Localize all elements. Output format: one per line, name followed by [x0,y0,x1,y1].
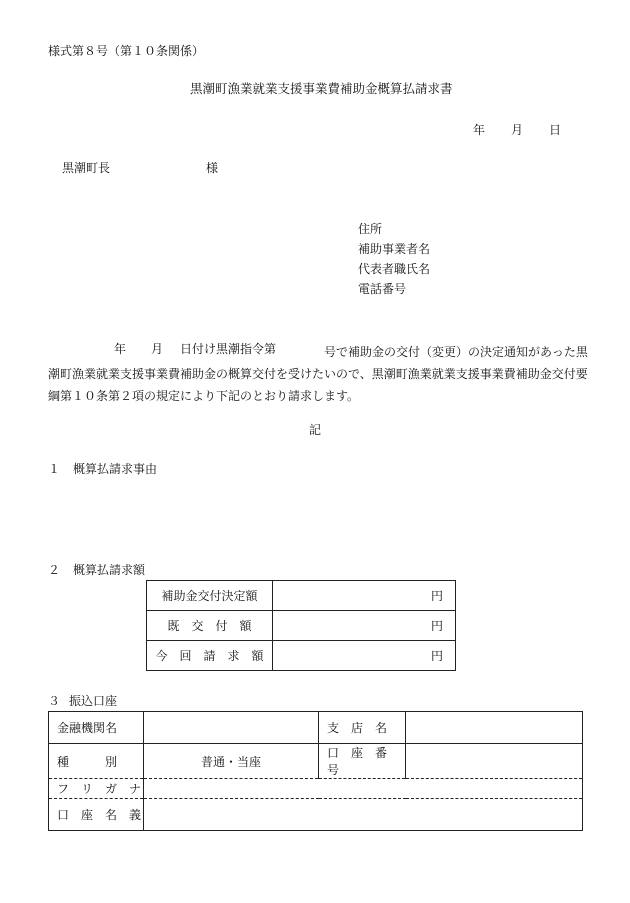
amount-label: 今 回 請 求 額 [147,641,273,671]
body-year: 年 [114,342,127,356]
account-number-label: 口 座 番 号 [319,744,406,779]
furigana-field[interactable] [144,779,583,799]
table-row [49,744,583,779]
amount-label: 既 交 付 額 [147,611,273,641]
body-month: 月 [151,342,164,356]
table-row [49,779,583,799]
addressee-name: 黒潮町長 [62,161,111,175]
amount-value[interactable]: 円 [273,581,456,611]
section-1-number: １ [48,462,61,476]
date-year: 年 [473,123,486,137]
account-holder-field[interactable] [144,799,583,831]
table-row [147,641,456,671]
table-row [147,581,456,611]
account-type-label: 種 別 [49,744,144,779]
document-title: 黒潮町漁業就業支援事業費補助金概算払請求書 [190,81,453,96]
table-row [49,799,583,831]
applicant-address-label: 住所 [358,222,383,236]
body-text: 号で補助金の交付（変更）の決定通知があった黒潮町漁業就業支援事業費補助金の概算交付を受けたいので、黒潮町漁業就業支援事業費補助金交付要綱第１０条第２項の規定により下記のとおり請求します。 [48,345,588,403]
bank-name-field[interactable] [144,712,319,744]
applicant-representative-label: 代表者職氏名 [358,262,431,276]
section-3-title: 振込口座 [69,694,118,708]
date-month: 月 [511,123,524,137]
branch-name-label: 支 店 名 [319,712,406,744]
addressee-honorific: 様 [206,161,219,175]
applicant-phone-label: 電話番号 [358,282,407,296]
date-day: 日 [549,123,562,137]
amount-value[interactable]: 円 [273,641,456,671]
account-type-value[interactable]: 普通・当座 [144,744,319,779]
section-3-number: ３ [48,694,61,708]
section-1-title: 概算払請求事由 [73,462,158,476]
body-day-prefix: 日付け黒潮指令第 [180,342,277,356]
account-number-field[interactable] [406,744,583,779]
section-2-number: ２ [48,563,61,577]
branch-name-field[interactable] [406,712,583,744]
furigana-label: フ リ ガ ナ [49,779,144,799]
ki-heading: 記 [309,423,322,437]
table-row [147,611,456,641]
bank-name-label: 金融機関名 [49,712,144,744]
table-row [49,712,583,744]
form-number: 様式第８号（第１０条関係） [48,44,205,58]
amount-label: 補助金交付決定額 [147,581,273,611]
account-holder-label: 口 座 名 義 [49,799,144,831]
section-2-title: 概算払請求額 [73,563,146,577]
amount-value[interactable]: 円 [273,611,456,641]
applicant-business-label: 補助事業者名 [358,242,431,256]
bank-account-table [48,711,583,831]
amount-table [146,580,456,671]
